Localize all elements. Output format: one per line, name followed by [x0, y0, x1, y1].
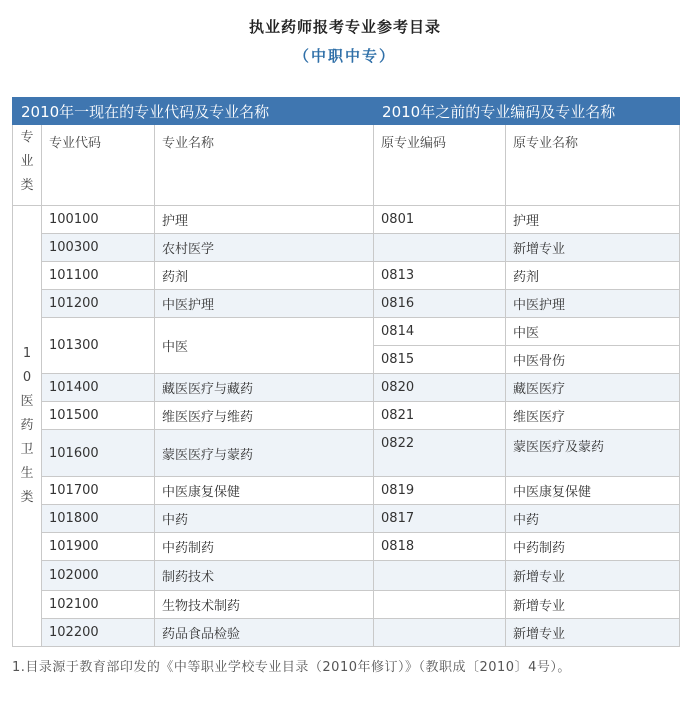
major-name-cell: 药品食品检验 [155, 619, 374, 647]
table-row [13, 619, 680, 647]
category-cell: 1 0 医 药 卫 生 类 [13, 206, 42, 647]
old-code-cell [374, 591, 506, 619]
old-code-cell: 0819 [374, 477, 506, 505]
table-row [13, 402, 680, 430]
old-code-cell: 0821 [374, 402, 506, 430]
major-code-cell: 102100 [42, 591, 155, 619]
old-code-cell [374, 234, 506, 262]
old-code-cell: 0815 [374, 346, 506, 374]
header-code: 专业代码 [42, 125, 155, 206]
major-code-cell: 101900 [42, 533, 155, 561]
major-name-cell: 蒙医医疗与蒙药 [155, 430, 374, 477]
old-name-cell: 护理 [506, 206, 680, 234]
major-code-cell: 101100 [42, 262, 155, 290]
major-catalog-table [12, 97, 680, 647]
old-code-cell: 0816 [374, 290, 506, 318]
major-code-cell: 100300 [42, 234, 155, 262]
old-code-cell [374, 561, 506, 591]
major-name-cell: 药剂 [155, 262, 374, 290]
major-code-cell: 100100 [42, 206, 155, 234]
major-code-cell: 101500 [42, 402, 155, 430]
major-name-cell: 护理 [155, 206, 374, 234]
table-row [13, 262, 680, 290]
major-name-cell: 中药 [155, 505, 374, 533]
old-name-cell: 中药 [506, 505, 680, 533]
old-name-cell: 中医 [506, 318, 680, 346]
old-name-cell: 藏医医疗 [506, 374, 680, 402]
major-name-cell: 中医 [155, 318, 374, 374]
old-code-cell: 0814 [374, 318, 506, 346]
major-name-cell: 藏医医疗与藏药 [155, 374, 374, 402]
table-row [13, 374, 680, 402]
major-code-cell: 101800 [42, 505, 155, 533]
table-row [13, 591, 680, 619]
old-name-cell: 中医康复保健 [506, 477, 680, 505]
group-header-new: 2010年一现在的专业代码及专业名称 [13, 98, 374, 125]
major-name-cell: 农村医学 [155, 234, 374, 262]
table-row [13, 533, 680, 561]
old-name-cell: 中药制药 [506, 533, 680, 561]
old-name-cell: 新增专业 [506, 234, 680, 262]
old-code-cell: 0822 [374, 430, 506, 477]
table-row [13, 290, 680, 318]
major-name-cell: 中药制药 [155, 533, 374, 561]
major-name-cell: 制药技术 [155, 561, 374, 591]
table-body [13, 206, 680, 647]
old-code-cell: 0817 [374, 505, 506, 533]
old-code-cell: 0801 [374, 206, 506, 234]
major-name-cell: 生物技术制药 [155, 591, 374, 619]
major-name-cell: 中医护理 [155, 290, 374, 318]
header-category: 专 业 类 [13, 125, 42, 206]
old-code-cell: 0813 [374, 262, 506, 290]
header-old-code: 原专业编码 [374, 125, 506, 206]
major-code-cell: 102200 [42, 619, 155, 647]
old-code-cell: 0820 [374, 374, 506, 402]
old-name-cell: 新增专业 [506, 619, 680, 647]
table-row [13, 561, 680, 591]
old-name-cell: 新增专业 [506, 561, 680, 591]
major-name-cell: 中医康复保健 [155, 477, 374, 505]
old-name-cell: 维医医疗 [506, 402, 680, 430]
major-code-cell: 101600 [42, 430, 155, 477]
major-code-cell: 101200 [42, 290, 155, 318]
major-code-cell: 101400 [42, 374, 155, 402]
table-row [13, 206, 680, 234]
table-row [13, 430, 680, 477]
table-row [13, 477, 680, 505]
old-name-cell: 新增专业 [506, 591, 680, 619]
header-old-name: 原专业名称 [506, 125, 680, 206]
table-row [13, 505, 680, 533]
table-row [13, 234, 680, 262]
major-code-cell: 102000 [42, 561, 155, 591]
old-name-cell: 中医骨伤 [506, 346, 680, 374]
footnote: 1.目录源于教育部印发的《中等职业学校专业目录（2010年修订）》（教职成〔2010〕4号）。 [12, 660, 571, 675]
page-title: 执业药师报考专业参考目录 [248, 18, 441, 36]
major-code-cell: 101300 [42, 318, 155, 374]
major-name-cell: 维医医疗与维药 [155, 402, 374, 430]
old-code-cell [374, 619, 506, 647]
old-name-cell: 蒙医医疗及蒙药 [506, 430, 680, 477]
page-subtitle: （中职中专） [293, 47, 396, 65]
old-code-cell: 0818 [374, 533, 506, 561]
header-name: 专业名称 [155, 125, 374, 206]
old-name-cell: 中医护理 [506, 290, 680, 318]
table-row [13, 318, 680, 346]
group-header-old: 2010年之前的专业编码及专业名称 [374, 98, 680, 125]
major-code-cell: 101700 [42, 477, 155, 505]
old-name-cell: 药剂 [506, 262, 680, 290]
